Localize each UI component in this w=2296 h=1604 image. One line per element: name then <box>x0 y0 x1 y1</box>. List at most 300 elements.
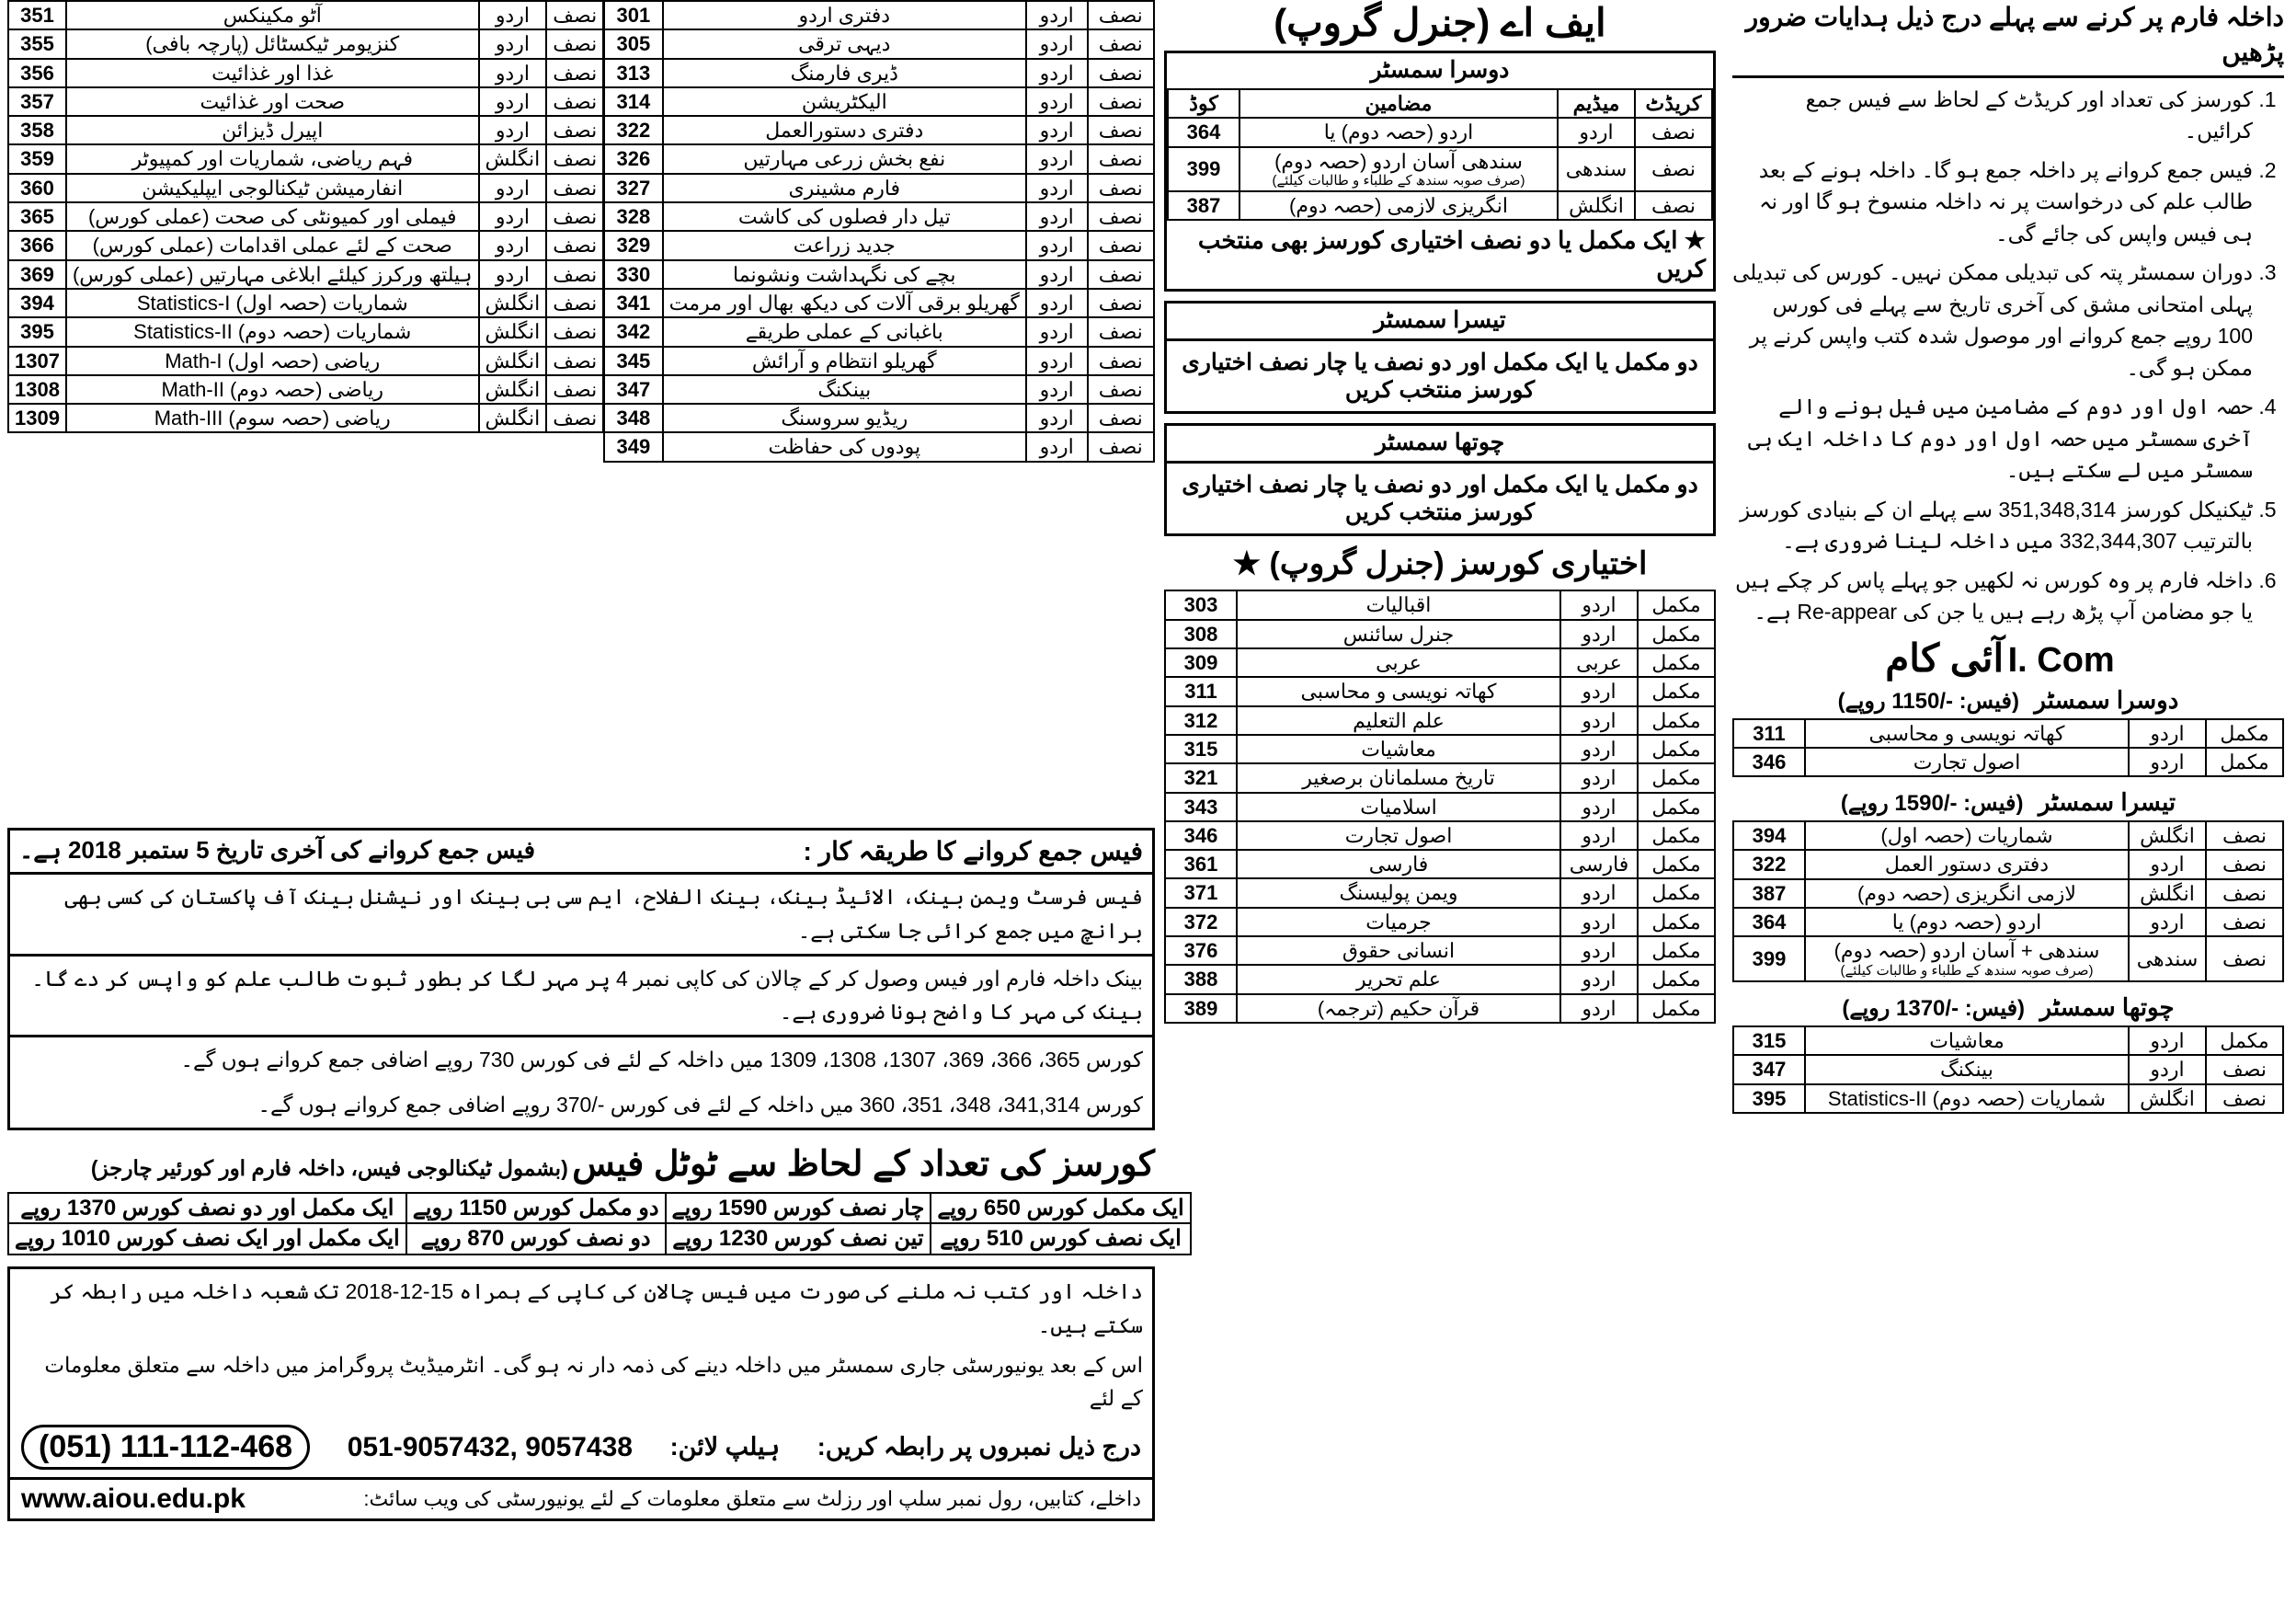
cell-fee-option: دو نصف کورس 870 روپے <box>406 1223 666 1255</box>
cell-code: 311 <box>1733 719 1805 748</box>
cell-medium: اردو <box>1026 231 1088 259</box>
fa-star-note: ★ ایک مکمل یا دو نصف اختیاری کورسز بھی منتخب کریں <box>1197 226 1706 283</box>
cell-subject: ریڈیو سروسنگ <box>663 404 1026 432</box>
cell-medium: اردو <box>2129 1026 2206 1055</box>
table-row <box>1168 191 1712 220</box>
table-row <box>1165 821 1715 850</box>
table-row <box>8 202 603 231</box>
cell-medium: اردو <box>1026 375 1088 404</box>
table-row <box>8 174 603 202</box>
cell-medium: اردو <box>1560 908 1638 936</box>
table-row <box>604 144 1154 173</box>
cell-code: 364 <box>1168 118 1239 146</box>
fa-semester4-box <box>1164 423 1716 536</box>
table-general-courses <box>603 0 1155 463</box>
cell-code: 395 <box>8 317 66 346</box>
table-icom-semester2 <box>1732 718 2284 778</box>
table-row <box>604 432 1154 461</box>
table-row <box>1165 850 1715 878</box>
cell-code: 301 <box>604 1 663 29</box>
cell-credit: نصف <box>1088 202 1154 231</box>
cell-medium: اردو <box>479 260 547 289</box>
cell-credit: نصف <box>546 116 603 144</box>
cell-fee-option: ایک نصف کورس 510 روپے <box>931 1223 1190 1255</box>
cell-code: 369 <box>8 260 66 289</box>
table-row <box>8 404 603 432</box>
cell-medium: انگلش <box>479 317 547 346</box>
table-row <box>8 375 603 404</box>
table-row <box>604 174 1154 202</box>
cell-credit: نصف <box>1635 118 1712 146</box>
cell-code: 309 <box>1165 648 1237 677</box>
cell-medium: اردو <box>1026 260 1088 289</box>
header-medium: میڈیم <box>1558 89 1635 118</box>
cell-subject: تاریخ مسلمانان برصغیر <box>1237 763 1560 792</box>
cell-code: 357 <box>8 87 66 116</box>
cell-subject: سندھی آسان اردو (حصہ دوم) (صرف صوبہ سندھ کے طلباء و طالبات کیلئے) <box>1239 147 1558 192</box>
cell-credit: نصف <box>546 1 603 29</box>
cell-credit: نصف <box>546 29 603 58</box>
cell-code: 351 <box>8 1 66 29</box>
table-row <box>604 1 1154 29</box>
cell-credit: نصف <box>1088 375 1154 404</box>
cell-credit: مکمل <box>1638 648 1715 677</box>
cell-medium: اردو <box>479 87 547 116</box>
cell-credit: نصف <box>1088 174 1154 202</box>
fa-semester2-box <box>1164 51 1716 292</box>
cell-subject: ہیلتھ ورکرز کیلئے ابلاغی مہارتیں (عملی کورس) <box>66 260 479 289</box>
table-row <box>604 375 1154 404</box>
cell-credit: نصف <box>546 202 603 231</box>
table-row <box>8 347 603 375</box>
table-row <box>8 1 603 29</box>
column-optional-technical <box>7 0 596 433</box>
cell-credit: نصف <box>1088 231 1154 259</box>
icom-sem4-label: چوتھا سمسٹر <box>2039 992 2175 1021</box>
cell-subject: کھاتہ نویسی و محاسبی <box>1805 719 2129 748</box>
cell-medium: اردو <box>1026 116 1088 144</box>
cell-medium: اردو <box>1560 878 1638 907</box>
cell-medium: اردو <box>1026 289 1088 317</box>
cell-code: 303 <box>1165 590 1237 619</box>
cell-credit: نصف <box>1088 260 1154 289</box>
cell-medium: اردو <box>1026 29 1088 58</box>
cell-code: 343 <box>1165 793 1237 821</box>
cell-subject: ریاضی (حصہ سوم) Math-III <box>66 404 479 432</box>
cell-subject: اصول تجارت <box>1237 821 1560 850</box>
header-credit: کریڈٹ <box>1635 89 1712 118</box>
cell-subject: شماریات (حصہ اول) Statistics-I <box>66 289 479 317</box>
cell-code: 305 <box>604 29 663 58</box>
cell-subject: جنرل سائنس <box>1237 620 1560 648</box>
fee-para-challan: بینک داخلہ فارم اور فیس وصول کر کے چالان کی کاپی نمبر 4 پر مہر لگا کر بطور ثبوت طالب علم کو واپس کر دے گا۔ بینک کی مہر کا واضح ہونا ضروری ہے۔ <box>10 954 1152 1036</box>
table-row <box>1733 879 2283 908</box>
cell-code: 347 <box>1733 1055 1805 1083</box>
cell-medium: اردو <box>479 1 547 29</box>
column-instructions-icom <box>1732 0 2284 1114</box>
cell-code: 347 <box>604 375 663 404</box>
instruction-item: 6. داخلہ فارم پر وہ کورس نہ لکھیں جو پہلے پاس کر چکے ہیں یا جو مضامن آپ پڑھ رہے ہیں یا جن کی Re-appear ہے۔ <box>1732 565 2253 628</box>
cell-credit: نصف <box>546 289 603 317</box>
cell-code: 329 <box>604 231 663 259</box>
table-icom-semester3 <box>1732 820 2284 982</box>
table-row <box>1165 793 1715 821</box>
cell-medium: اردو <box>1560 706 1638 735</box>
cell-credit: مکمل <box>1638 850 1715 878</box>
cell-credit: نصف <box>546 375 603 404</box>
table-row <box>604 202 1154 231</box>
icom-title-en: I. Com <box>2007 640 2115 680</box>
instruction-item: 2. فیس جمع کروانے پر داخلہ جمع ہو گا۔ داخلہ ہونے کے بعد طالب علم کی درخواست پر نہ داخلہ منسوخ ہو گا اور نہ ہی فیس واپس کی جائے گی۔ <box>1732 155 2253 250</box>
cell-subject: شماریات (حصہ اول) <box>1805 821 2129 850</box>
cell-medium: اردو <box>1026 317 1088 346</box>
cell-medium: اردو <box>479 116 547 144</box>
contact-line1: داخلہ اور کتب نہ ملنے کی صورت میں فیس چالان کی کاپی کے ہمراہ 15-12-2018 تک شعبہ داخلہ میں رابطہ کر سکتے ہیں۔ <box>50 1278 1143 1337</box>
cell-subject: کھاتہ نویسی و محاسبی <box>1237 677 1560 705</box>
table-row <box>1733 1055 2283 1083</box>
cell-subject: ریاضی (حصہ دوم) Math-II <box>66 375 479 404</box>
cell-subject: جدید زراعت <box>663 231 1026 259</box>
cell-subject: دیہی ترقی <box>663 29 1026 58</box>
cell-code: 399 <box>1733 936 1805 981</box>
fee-para-extra-370: کورس 341,314، 348، 351، 360 میں داخلہ کے لئے فی کورس -/370 روپے اضافی جمع کروانے ہوں گے۔ <box>257 1092 1143 1117</box>
cell-fee-option: ایک مکمل اور ایک نصف کورس 1010 روپے <box>8 1223 406 1255</box>
cell-fee-option: چار نصف کورس 1590 روپے <box>666 1193 931 1224</box>
cell-code: 394 <box>8 289 66 317</box>
website-label: داخلے، کتابیں، رول نمبر سلپ اور رزلٹ سے متعلق معلومات کے لئے یونیورسٹی کی ویب سائٹ: <box>363 1487 1141 1511</box>
optional-courses-title: ★ اختیاری کورسز (جنرل گروپ) <box>1232 546 1648 582</box>
table-header-row <box>1168 89 1712 118</box>
cell-subject: ڈیری فارمنگ <box>663 59 1026 87</box>
cell-medium: اردو <box>1560 763 1638 792</box>
contact-line3: درج ذیل نمبروں پر رابطہ کریں: <box>817 1433 1141 1461</box>
cell-credit: مکمل <box>1638 590 1715 619</box>
cell-code: 371 <box>1165 878 1237 907</box>
table-row <box>604 289 1154 317</box>
cell-subject: معاشیات <box>1805 1026 2129 1055</box>
icom-sem2-label: دوسرا سمسٹر <box>2034 685 2179 714</box>
cell-fee-option: ایک مکمل اور دو نصف کورس 1370 روپے <box>8 1193 406 1224</box>
cell-subject: فارم مشینری <box>663 174 1026 202</box>
table-row <box>604 87 1154 116</box>
cell-subject: اقبالیات <box>1237 590 1560 619</box>
cell-code: 358 <box>8 116 66 144</box>
cell-code: 313 <box>604 59 663 87</box>
cell-subject: ریاضی (حصہ اول) Math-I <box>66 347 479 375</box>
cell-subject: اردو (حصہ دوم) یا <box>1239 118 1558 146</box>
cell-code: 366 <box>8 231 66 259</box>
cell-credit: نصف <box>1088 29 1154 58</box>
cell-medium: اردو <box>1026 347 1088 375</box>
cell-subject: بینکنگ <box>663 375 1026 404</box>
cell-medium: اردو <box>479 231 547 259</box>
table-row <box>1733 1026 2283 1055</box>
cell-code: 355 <box>8 29 66 58</box>
icom-title-ur: آئی کام <box>1885 636 2005 680</box>
cell-subject: صحت کے لئے عملی اقدامات (عملی کورس) <box>66 231 479 259</box>
instruction-item: 4. حصہ اول اور دوم کے مضامین میں فیل ہونے والے آخری سمسٹر میں حصہ اول اور دوم کا داخلہ ایک ہی سمسٹر میں لے سکتے ہیں۔ <box>1732 391 2253 487</box>
cell-code: 346 <box>1733 748 1805 776</box>
cell-medium: انگلش <box>479 347 547 375</box>
cell-medium: اردو <box>2129 748 2206 776</box>
cell-medium: اردو <box>1026 174 1088 202</box>
cell-credit: نصف <box>2206 936 2283 981</box>
cell-fee-option: ایک مکمل کورس 650 روپے <box>931 1193 1190 1224</box>
fa-semester4-note: دو مکمل یا ایک مکمل اور دو نصف یا چار نصف اختیاری کورسز منتخب کریں <box>1167 461 1713 533</box>
total-fee-heading: کورسز کی تعداد کے لحاظ سے ٹوٹل فیس <box>572 1144 1155 1184</box>
header-code: کوڈ <box>1168 89 1239 118</box>
cell-subject: ویمن پولیسنگ <box>1237 878 1560 907</box>
cell-medium: عربی <box>1560 648 1638 677</box>
cell-medium: انگلش <box>479 144 547 173</box>
cell-subject: لازمی انگریزی (حصہ دوم) <box>1805 879 2129 908</box>
fee-para-banks: فیس فرسٹ ویمن بینک، الائیڈ بینک، بینک الفلاح، ایم سی بی بینک اور نیشنل بینک آف پاکستان کی کسی بھی برانچ میں جمع کرائی جا سکتی ہے۔ <box>64 885 1143 943</box>
cell-medium: اردو <box>479 59 547 87</box>
table-row <box>8 1223 1191 1255</box>
cell-subject: پودوں کی حفاظت <box>663 432 1026 461</box>
cell-subject: علم التعلیم <box>1237 706 1560 735</box>
cell-credit: نصف <box>546 87 603 116</box>
cell-credit: مکمل <box>1638 878 1715 907</box>
cell-credit: مکمل <box>2206 719 2283 748</box>
header-subject: مضامین <box>1239 89 1558 118</box>
cell-credit: نصف <box>1088 347 1154 375</box>
fee-deadline: فیس جمع کروانے کی آخری تاریخ 5 ستمبر 2018 ہے۔ <box>19 836 536 864</box>
cell-medium: اردو <box>1026 432 1088 461</box>
cell-credit: نصف <box>546 404 603 432</box>
fa-semester4-label: چوتھا سمسٹر <box>1375 430 1505 456</box>
cell-code: 356 <box>8 59 66 87</box>
cell-code: 312 <box>1165 706 1237 735</box>
cell-credit: نصف <box>546 144 603 173</box>
cell-subject: عربی <box>1237 648 1560 677</box>
cell-credit: نصف <box>2206 908 2283 936</box>
cell-subject: فہم ریاضی، شماریات اور کمپیوٹر <box>66 144 479 173</box>
table-icom-semester4 <box>1732 1025 2284 1114</box>
website-link[interactable]: www.aiou.edu.pk <box>21 1484 246 1515</box>
cell-medium: اردو <box>2129 1055 2206 1083</box>
column-general-courses <box>603 0 1155 463</box>
cell-subject: سندھی + آسان اردو (حصہ دوم) (صرف صوبہ سندھ کے طلباء و طالبات کیلئے) <box>1805 936 2129 981</box>
cell-subject: اسلامیات <box>1237 793 1560 821</box>
cell-code: 1308 <box>8 375 66 404</box>
cell-credit: نصف <box>1088 289 1154 317</box>
table-row <box>604 260 1154 289</box>
instruction-item: 5. ٹیکنیکل کورسز 351,348,314 سے پہلے ان کے بنیادی کورسز بالترتیب 332,344,307 میں داخلہ لینا ضروری ہے۔ <box>1732 494 2253 557</box>
cell-code: 314 <box>604 87 663 116</box>
cell-code: 387 <box>1168 191 1239 220</box>
cell-code: 372 <box>1165 908 1237 936</box>
cell-code: 348 <box>604 404 663 432</box>
cell-code: 327 <box>604 174 663 202</box>
cell-subject: گھریلو انتظام و آرائش <box>663 347 1026 375</box>
table-row <box>1733 1084 2283 1113</box>
icom-sem2-fee: (فیس: -/1150 روپے) <box>1837 688 2019 714</box>
cell-subject: اردو (حصہ دوم) یا <box>1805 908 2129 936</box>
cell-credit: مکمل <box>1638 965 1715 993</box>
table-row <box>1165 735 1715 763</box>
table-row <box>8 87 603 116</box>
cell-code: 1309 <box>8 404 66 432</box>
cell-medium: اردو <box>1560 821 1638 850</box>
cell-code: 394 <box>1733 821 1805 850</box>
cell-medium: اردو <box>1560 620 1638 648</box>
cell-credit: نصف <box>1088 1 1154 29</box>
table-row <box>1165 908 1715 936</box>
cell-medium: اردو <box>479 202 547 231</box>
table-row <box>8 317 603 346</box>
table-row <box>604 404 1154 432</box>
table-row <box>604 59 1154 87</box>
cell-credit: نصف <box>2206 821 2283 850</box>
cell-credit: نصف <box>546 59 603 87</box>
table-row <box>8 59 603 87</box>
contact-line2: اس کے بعد یونیورسٹی جاری سمسٹر میں داخلہ دینے کی ذمہ دار نہ ہو گی۔ انٹرمیڈیٹ پروگرامز میں داخلہ سے متعلق معلومات کے لئے <box>44 1352 1143 1411</box>
helpline-number-badge: (051) 111-112-468 <box>21 1425 310 1470</box>
table-row <box>1165 965 1715 993</box>
instructions-heading: داخلہ فارم پر کرنے سے پہلے درج ذیل ہدایات ضرور پڑھیں <box>1745 3 2284 66</box>
table-row <box>8 116 603 144</box>
cell-code: 360 <box>8 174 66 202</box>
cell-credit: نصف <box>1635 147 1712 192</box>
cell-subject: شماریات (حصہ دوم) Statistics-II <box>66 317 479 346</box>
cell-credit: مکمل <box>2206 748 2283 776</box>
cell-credit: مکمل <box>1638 620 1715 648</box>
cell-subject: انسانی حقوق <box>1237 936 1560 965</box>
cell-subject: فارسی <box>1237 850 1560 878</box>
cell-subject: الیکٹریشن <box>663 87 1026 116</box>
cell-medium: اردو <box>2129 850 2206 878</box>
cell-code: 364 <box>1733 908 1805 936</box>
cell-code: 330 <box>604 260 663 289</box>
total-fee-subheading: (بشمول ٹیکنالوجی فیس، داخلہ فارم اور کورئیر چارجز) <box>90 1155 568 1180</box>
cell-credit: نصف <box>2206 850 2283 878</box>
cell-subject: فیملی اور کمیونٹی کی صحت (عملی کورس) <box>66 202 479 231</box>
cell-credit: نصف <box>546 347 603 375</box>
cell-credit: نصف <box>2206 1055 2283 1083</box>
cell-medium: فارسی <box>1560 850 1638 878</box>
cell-subject: تیل دار فصلوں کی کاشت <box>663 202 1026 231</box>
cell-code: 341 <box>604 289 663 317</box>
cell-medium: انگلش <box>479 404 547 432</box>
cell-credit: مکمل <box>1638 763 1715 792</box>
table-row <box>1733 936 2283 981</box>
instructions-list <box>1732 84 2284 628</box>
cell-code: 395 <box>1733 1084 1805 1113</box>
table-row <box>1165 706 1715 735</box>
cell-code: 345 <box>604 347 663 375</box>
cell-code: 315 <box>1165 735 1237 763</box>
cell-credit: نصف <box>546 174 603 202</box>
cell-subject: صحت اور غذائیت <box>66 87 479 116</box>
table-row <box>604 317 1154 346</box>
table-row <box>1733 908 2283 936</box>
cell-credit: مکمل <box>1638 994 1715 1023</box>
cell-subject: قرآن حکیم (ترجمہ) <box>1237 994 1560 1023</box>
table-row <box>1165 994 1715 1023</box>
table-row <box>1165 878 1715 907</box>
table-row <box>604 347 1154 375</box>
table-optional-courses <box>1164 590 1716 1023</box>
cell-medium: اردو <box>1560 965 1638 993</box>
cell-code: 322 <box>1733 850 1805 878</box>
table-row <box>1168 147 1712 192</box>
cell-medium: انگلش <box>479 375 547 404</box>
cell-medium: اردو <box>1026 144 1088 173</box>
cell-credit: نصف <box>2206 879 2283 908</box>
cell-code: 321 <box>1165 763 1237 792</box>
cell-credit: نصف <box>1088 144 1154 173</box>
table-fa-semester2 <box>1167 88 1713 221</box>
cell-code: 388 <box>1165 965 1237 993</box>
cell-credit: نصف <box>1635 191 1712 220</box>
fa-semester3-box <box>1164 301 1716 414</box>
cell-medium: اردو <box>1026 59 1088 87</box>
table-row <box>8 260 603 289</box>
cell-credit: نصف <box>1088 404 1154 432</box>
fa-title: ایف اے (جنرل گروپ) <box>1274 1 1606 44</box>
cell-code: 399 <box>1168 147 1239 192</box>
cell-medium: اردو <box>479 174 547 202</box>
cell-medium: سندھی <box>2129 936 2206 981</box>
cell-medium: اردو <box>1560 735 1638 763</box>
cell-subject: بینکنگ <box>1805 1055 2129 1083</box>
cell-medium: اردو <box>1558 118 1635 146</box>
cell-medium: انگلش <box>2129 879 2206 908</box>
table-row <box>8 1193 1191 1224</box>
cell-subject: دفتری دستور العمل <box>1805 850 2129 878</box>
cell-medium: اردو <box>1560 677 1638 705</box>
cell-subject: شماریات (حصہ دوم) Statistics-II <box>1805 1084 2129 1113</box>
cell-fee-option: تین نصف کورس 1230 روپے <box>666 1223 931 1255</box>
cell-credit: نصف <box>546 231 603 259</box>
cell-medium: انگلش <box>2129 821 2206 850</box>
icom-sem3-label: تیسرا سمسٹر <box>2038 788 2176 817</box>
cell-credit: نصف <box>2206 1084 2283 1113</box>
cell-subject: علم تحریر <box>1237 965 1560 993</box>
cell-credit: مکمل <box>1638 908 1715 936</box>
cell-credit: مکمل <box>1638 821 1715 850</box>
cell-code: 387 <box>1733 879 1805 908</box>
cell-code: 342 <box>604 317 663 346</box>
table-row <box>1165 620 1715 648</box>
instruction-item: 1. کورسز کی تعداد اور کریڈٹ کے لحاظ سے فیس جمع کرائیں۔ <box>1732 84 2253 147</box>
cell-credit: نصف <box>1088 59 1154 87</box>
cell-credit: مکمل <box>1638 735 1715 763</box>
icom-sem4-fee: (فیس: -/1370 روپے) <box>1842 995 2026 1021</box>
cell-code: 1307 <box>8 347 66 375</box>
cell-code: 322 <box>604 116 663 144</box>
cell-code: 346 <box>1165 821 1237 850</box>
table-row <box>8 289 603 317</box>
table-row <box>1165 763 1715 792</box>
cell-code: 361 <box>1165 850 1237 878</box>
cell-code: 376 <box>1165 936 1237 965</box>
fa-semester2-label: دوسرا سمسٹر <box>1370 57 1510 83</box>
cell-medium: انگلش <box>1558 191 1635 220</box>
cell-code: 359 <box>8 144 66 173</box>
cell-medium: اردو <box>1560 793 1638 821</box>
table-row <box>604 116 1154 144</box>
cell-credit: مکمل <box>1638 793 1715 821</box>
cell-medium: اردو <box>1026 202 1088 231</box>
cell-fee-option: دو مکمل کورس 1150 روپے <box>406 1193 666 1224</box>
cell-credit: نصف <box>546 317 603 346</box>
cell-credit: نصف <box>1088 317 1154 346</box>
cell-subject: دفتری دستورالعمل <box>663 116 1026 144</box>
cell-medium: اردو <box>1560 994 1638 1023</box>
cell-medium: اردو <box>479 29 547 58</box>
